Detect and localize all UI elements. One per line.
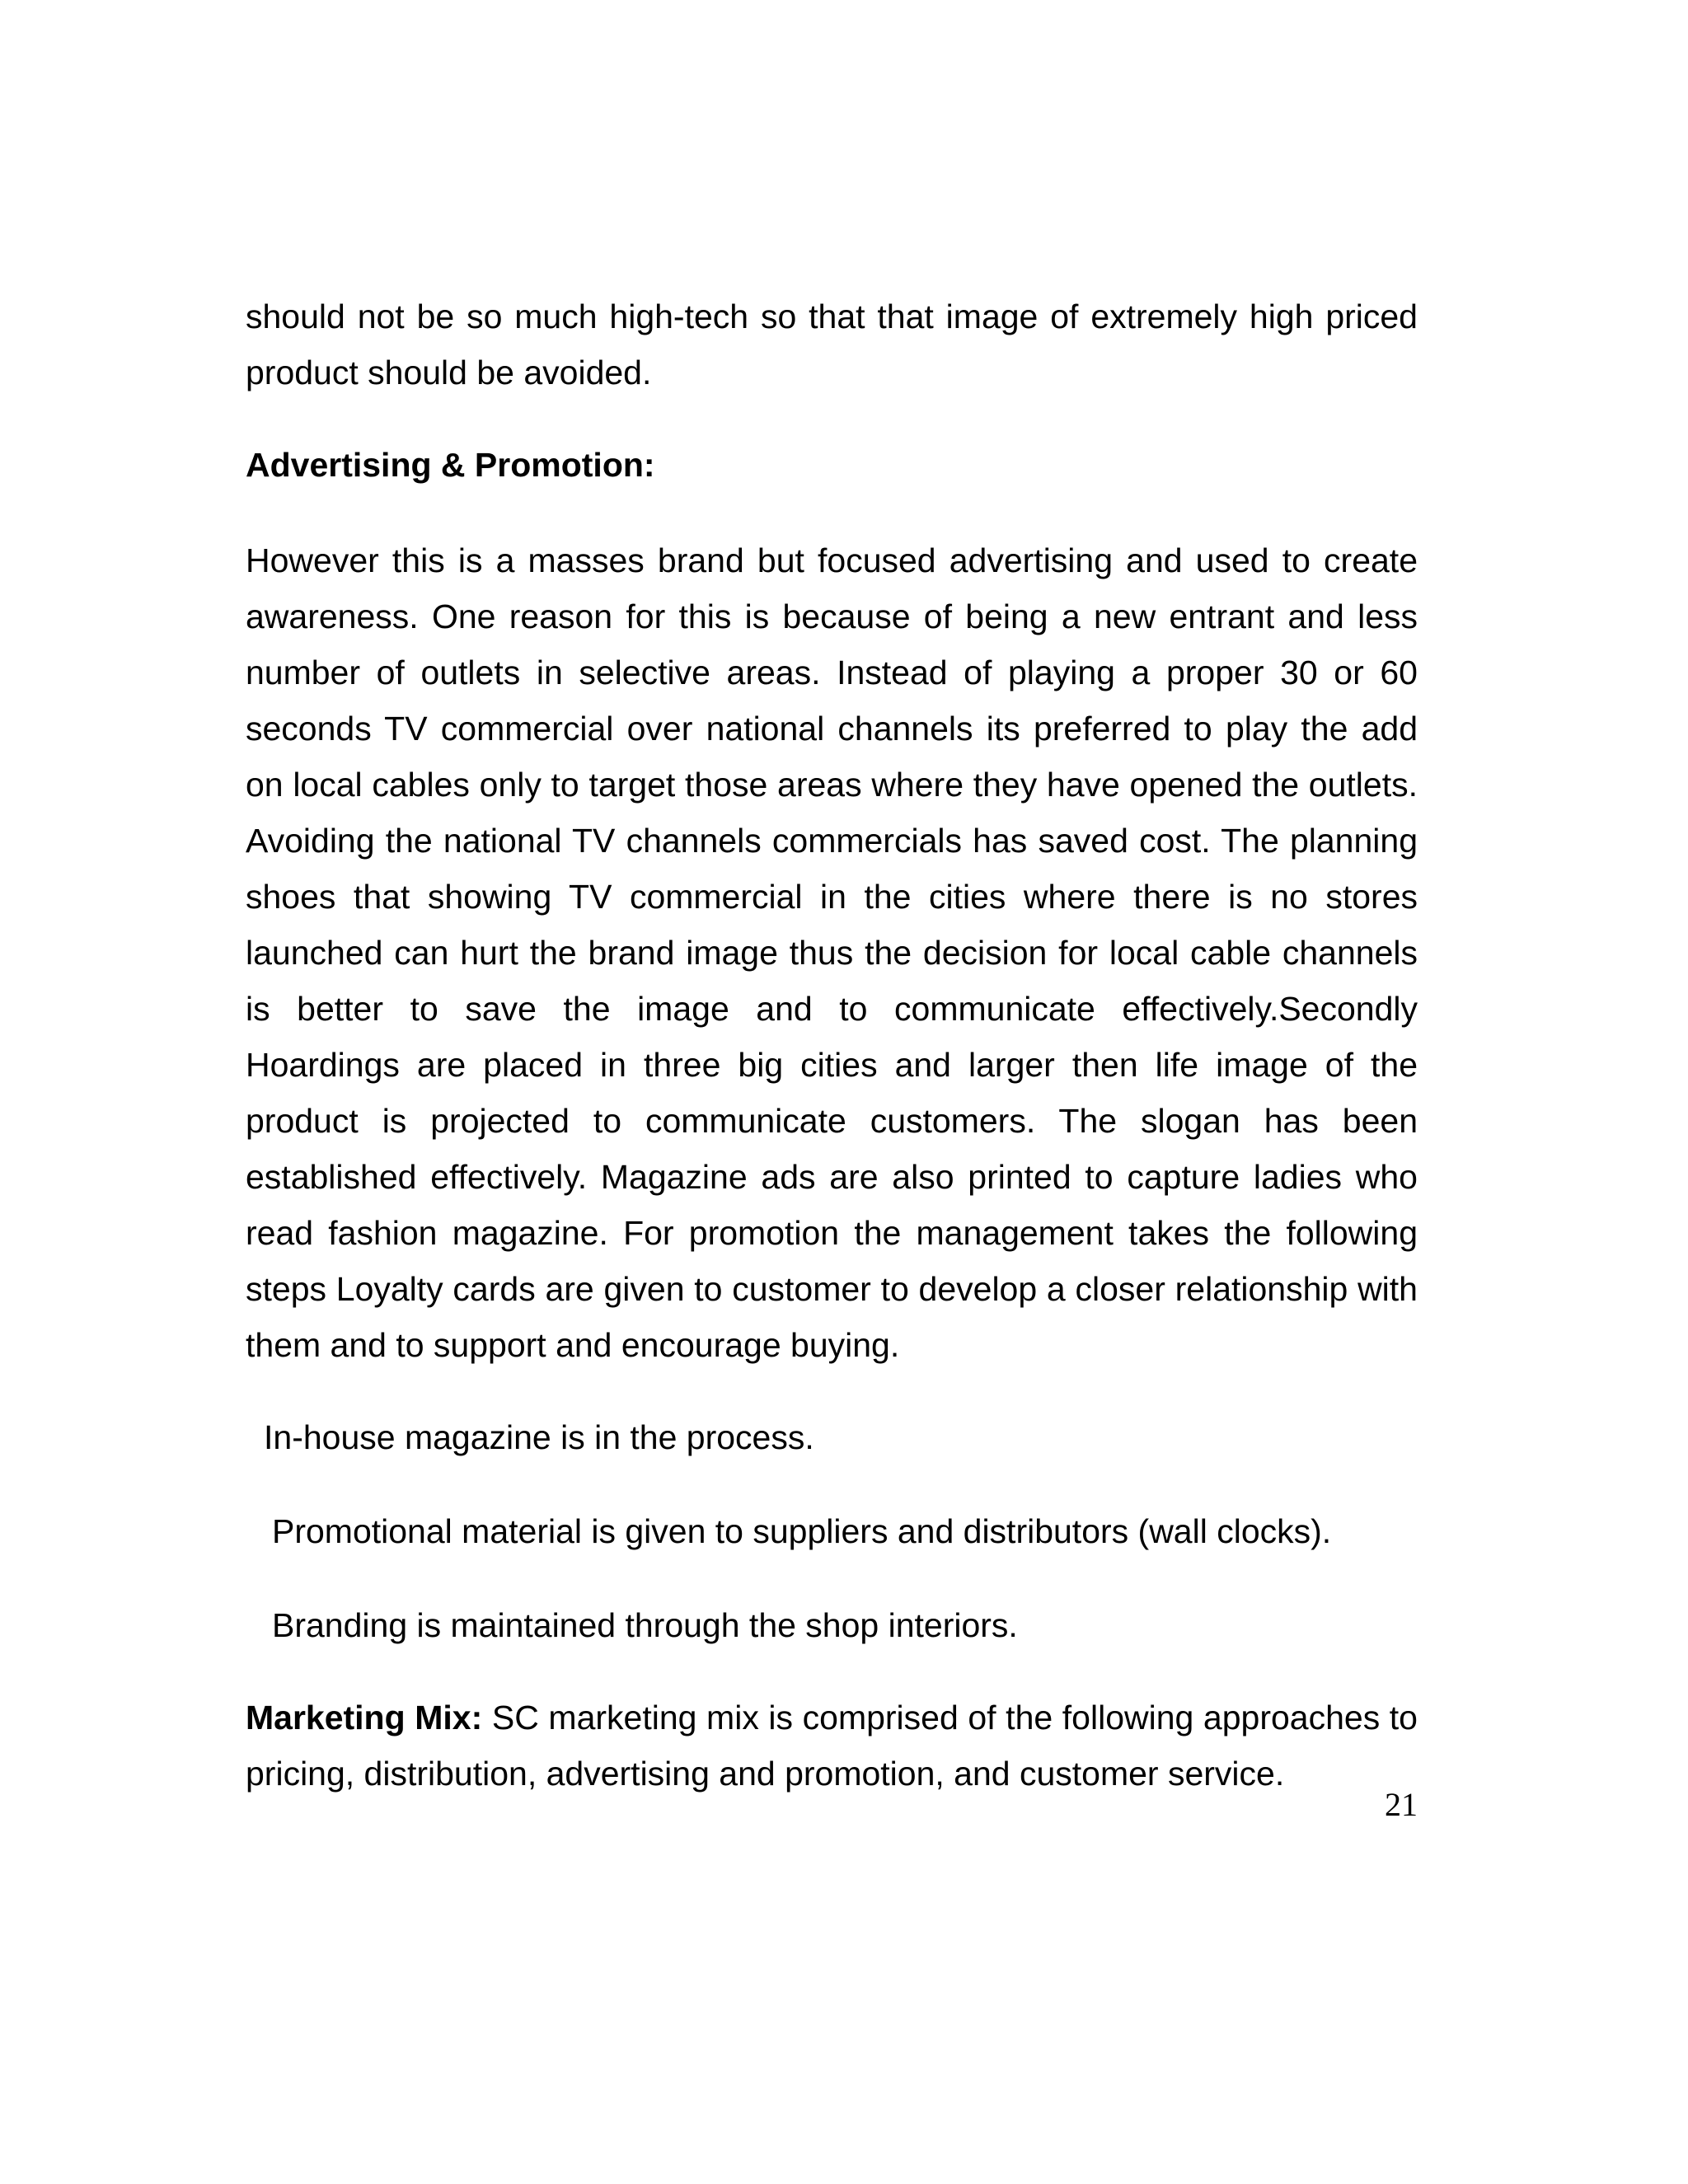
document-page [246,288,1418,1802]
marketing-mix-label: Marketing Mix: [246,1699,483,1736]
marketing-mix-paragraph [246,1690,1418,1802]
body-paragraph: However this is a masses brand but focused advertising and used to create awareness. One reason for this is because of being a new entrant and less number of outlets in selective areas. Instead of playing a proper 30 or 60 seconds TV commercial over national channels its preferred to play the add on local cables only to target those areas where they have opened the outlets. Avoiding the national TV channels commercials has saved cost. The planning shoes that showing TV commercial in the cities where there is no stores launched can hurt the brand image thus the decision for local cable channels is better to save the image and to communicate effectively.Secondly Hoardings are placed in three big cities and larger then life image of the product is projected to communicate customers. The slogan has been established effectively. Magazine ads are also printed to capture ladies who read fashion magazine. For promotion the management takes the following steps Loyalty cards are given to customer to develop a closer relationship with them and to support and encourage buying. [246,541,1418,1364]
section-heading: Advertising & Promotion: [246,446,655,484]
marketing-mix-text: SC marketing mix is comprised of the following approaches to pricing, distribution, advertising and promotion, and customer service. [246,1699,1418,1793]
list-item-promotional-material: Promotional material is given to suppliers and distributors (wall clocks). [272,1512,1332,1550]
intro-paragraph: should not be so much high-tech so that that image of extremely high priced product should be avoided. [246,298,1418,391]
list-item-branding: Branding is maintained through the shop interiors. [272,1606,1018,1644]
page-number: 21 [1385,1786,1418,1823]
list-item-inhouse-magazine: In-house magazine is in the process. [264,1418,814,1456]
